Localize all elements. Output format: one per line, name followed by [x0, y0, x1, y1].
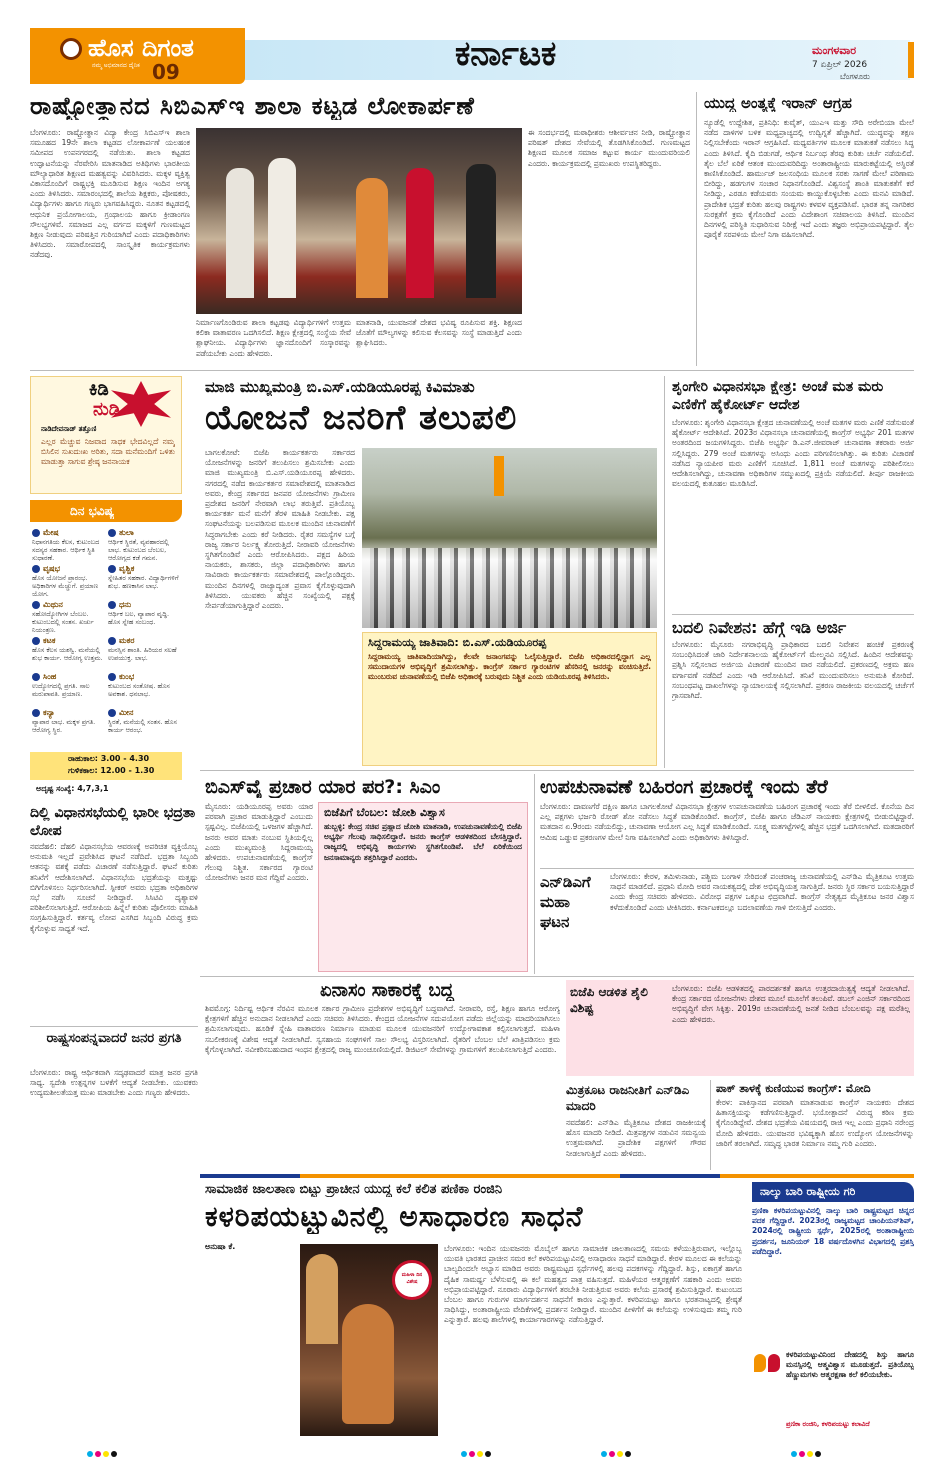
s2-body: ನ್ಯೂಡೆಲ್ಲಿ ಉದ್ದೇಶಿತ, ಪ್ರತಿನಿಧಿ: ಕುವೈತ್, ಯುಎಇ ಮತ್ತು ಸೌದಿ ಅರೇಬಿಯಾ ಮೇಲೆ ನಡೆದ ದಾಳಿಗಳ ಬಳಿಕ ಮಧ್ಯಪ್ರಾಚ್ಯದಲ್ಲಿ ಉದ್ವಿಗ್ನತೆ ಹೆಚ್ಚಾಗಿದೆ. ಯುದ್ಧವನ್ನು ತಕ್ಷಣ ನಿಲ್ಲಿಸಬೇಕೆಂದು ಇರಾನ್ ಆಗ್ರಹಿಸಿದೆ. ಮಧ್ಯವರ್ತಿಗಳ ಮೂಲಕ ಮಾತುಕತೆ ನಡೆಸಲು ಸಿದ್ಧ ಎಂದು ತಿಳಿಸಿದೆ. ಕೈದಿ ಬಿಡುಗಡೆ, ಆರ್ಥಿಕ ನಿರ್ಬಂಧ ತೆರವು ಕುರಿತು ಚರ್ಚೆ ನಡೆಯಲಿದೆ. ತೈಲ ಬೆಲೆ ಏರಿಕೆ ಆತಂಕ ಮುಂದುವರಿದಿದ್ದು ಅಂತಾರಾಷ್ಟ್ರೀಯ ಮಾರುಕಟ್ಟೆಯಲ್ಲಿ ಅಸ್ಥಿರತೆ ಕಾಣಿಸಿಕೊಂಡಿದೆ. ಹಾರ್ಮುಜ್ ಜಲಸಂಧಿಯ ಮೂಲಕ ಸರಕು ಸಾಗಣೆ ಮೇಲೆ ಪರಿಣಾಮ ಬೀರಿದ್ದು, ಹಡಗುಗಳ ಸಂಚಾರ ನಿಧಾನಗೊಂಡಿದೆ. ವಿಶ್ವಸಂಸ್ಥೆ ಶಾಂತಿ ಮಾತುಕತೆಗೆ ಕರೆ ನೀಡಿದ್ದು, ಎರಡೂ ಕಡೆಯವರು ಸಂಯಮ ಕಾಯ್ದುಕೊಳ್ಳಬೇಕು ಎಂದು ಮನವಿ ಮಾಡಿದೆ. ಪ್ರಾದೇಶಿಕ ಭದ್ರತೆ ಕುರಿತು ಹಲವು ರಾಷ್ಟ್ರಗಳು ಕಳವಳ ವ್ಯಕ್ತಪಡಿಸಿವೆ. ಭಾರತ ತನ್ನ ನಾಗರಿಕರ ಸುರಕ್ಷತೆಗೆ ಕ್ರಮ ಕೈಗೊಂಡಿದೆ ಎಂದು ವಿದೇಶಾಂಗ ಸಚಿವಾಲಯ ತಿಳಿಸಿದೆ. ಮುಂದಿನ ದಿನಗಳಲ್ಲಿ ಪರಿಸ್ಥಿತಿ ಸುಧಾರಿಸುವ ನಿರೀಕ್ಷೆ ಇದೆ ಎಂದು ತಜ್ಞರು ಅಭಿಪ್ರಾಯಪಟ್ಟಿದ್ದಾರೆ. ತೈಲ ಪೂರೈಕೆ ಸರಪಳಿಯ ಮೇಲೆ ನಿಗಾ ವಹಿಸಲಾಗಿದೆ. [704, 118, 914, 240]
s6-headline: ಬಿಎಸ್‌ವೈ ಪ್ರಚಾರ ಯಾರ ಪರ?: ಸಿಎಂ [205, 776, 441, 798]
horoscope-sign [108, 600, 180, 634]
gulika: ಗುಳಿಕಕಾಲ: 12.00 - 1.30 [68, 766, 155, 775]
issue-city: ಬೆಂಗಳೂರು [840, 72, 870, 81]
s3-kicker: ಮಾಜಿ ಮುಖ್ಯಮಂತ್ರಿ ಬಿ.ಎಸ್.ಯಡಿಯೂರಪ್ಪ ಕಿವಿಮಾತು [205, 378, 475, 396]
color-bar [620, 1174, 720, 1178]
sign-name: ಸಿಂಹ [43, 672, 57, 681]
sign-name: ತುಲಾ [119, 528, 134, 537]
s3-caption: ಸಿದ್ದರಾಮಯ್ಯ ಜಾತಿವಾದಿಯಾಗಿದ್ದು, ಕೆಲವೇ ಜನಾಂಗವನ್ನು ಓಲೈಸುತ್ತಿದ್ದಾರೆ. ಬಿಜೆಪಿ ಅಧಿಕಾರದಲ್ಲಿದ್ದಾಗ ಎಲ್ಲ ಸಮುದಾಯಗಳ ಅಭಿವೃದ್ಧಿಗೆ ಶ್ರಮಿಸಲಾಗಿತ್ತು. ಕಾಂಗ್ರೆಸ್ ಸರ್ಕಾರ ಗ್ಯಾರಂಟಿಗಳ ಹೆಸರಿನಲ್ಲಿ ಜನರನ್ನು ವಂಚಿಸುತ್ತಿದೆ. ಮುಂಬರುವ ಚುನಾವಣೆಯಲ್ಲಿ ಬಿಜೆಪಿ ಅಧಿಕಾರಕ್ಕೆ ಬರುವುದು ನಿಶ್ಚಿತ ಎಂದು ಯಡಿಯೂರಪ್ಪ ತಿಳಿಸಿದರು. [368, 652, 651, 682]
s8-body: ಬೆಂಗಳೂರು: ಕೇರಳ, ತಮಿಳುನಾಡು, ಪಶ್ಚಿಮ ಬಂಗಾಳ ಸೇರಿದಂತೆ ಪಂಚರಾಜ್ಯ ಚುನಾವಣೆಯಲ್ಲಿ ಎನ್‌ಡಿಎ ಮೈತ್ರಿಕೂಟ ಉತ್ತಮ ಸಾಧನೆ ಮಾಡಲಿದೆ. ಪ್ರಧಾನಿ ಮೋದಿ ಅವರ ನಾಯಕತ್ವದಲ್ಲಿ ದೇಶ ಅಭಿವೃದ್ಧಿಯತ್ತ ಸಾಗುತ್ತಿದೆ. ಜನರು ಸ್ಥಿರ ಸರ್ಕಾರ ಬಯಸುತ್ತಿದ್ದಾರೆ ಎಂದು ಕೇಂದ್ರ ಸಚಿವರು ಹೇಳಿದರು. ವಿರೋಧ ಪಕ್ಷಗಳ ಒಕ್ಕೂಟ ಛಿದ್ರವಾಗಿದೆ. ಕಾಂಗ್ರೆಸ್ ನೇತೃತ್ವದ ಮೈತ್ರಿಕೂಟ ಜನರ ವಿಶ್ವಾಸ ಕಳೆದುಕೊಂಡಿದೆ ಎಂದು ಟೀಕಿಸಿದರು. ಕರ್ನಾಟಕದಲ್ಲೂ ಬದಲಾವಣೆಯ ಗಾಳಿ ಬೀಸುತ್ತಿದೆ ಎಂದರು. [610, 872, 914, 912]
s6-box-body: ಹುಬ್ಬಳ್ಳಿ: ಕೇಂದ್ರ ಸಚಿವ ಪ್ರಹ್ಲಾದ ಜೋಶಿ ಮಾತನಾಡಿ, ಉಪಚುನಾವಣೆಯಲ್ಲಿ ಬಿಜೆಪಿ ಅಭ್ಯರ್ಥಿ ಗೆಲುವು ಸಾಧಿಸಲಿದ್ದಾರೆ. ಜನರು ಕಾಂಗ್ರೆಸ್ ಆಡಳಿತದಿಂದ ಬೇಸತ್ತಿದ್ದಾರೆ. ರಾಜ್ಯದಲ್ಲಿ ಅಭಿವೃದ್ಧಿ ಕಾರ್ಯಗಳು ಸ್ಥಗಿತಗೊಂಡಿವೆ. ಬೆಲೆ ಏರಿಕೆಯಿಂದ ಜನಸಾಮಾನ್ಯರು ತತ್ತರಿಸಿದ್ದಾರೆ ಎಂದರು. [324, 822, 522, 862]
horoscope-sign [32, 636, 104, 670]
sign-text: ಸ್ಥಿರತೆ, ಮನೆಯಲ್ಲಿ ಸಂತಸ. ಹೊಸ ಕಾರ್ಯ ಆರಂಭ. [108, 718, 177, 734]
sign-name: ಕುಂಭ [119, 672, 135, 681]
issue-day: ಮಂಗಳವಾರ [812, 44, 857, 57]
sign-name: ಕಟಕ [43, 636, 56, 645]
masthead [0, 0, 945, 88]
kidi-quote: ಎಲ್ಲರ ಮೆಚ್ಚುವ ನಿಜವಾದ ಸಾಧಕ ಭೇದವಿಲ್ಲದೆ ನಮ್ಮ ಬಿಸಿಲಿನ ಸುಖದುಃಖ ಅರಿತು, ಸದಾ ಮನೆಮಂದಿಗೆ ಒಳಿತು ಮಾಡುತ್ತಾ ಸಾಗುವ ಶ್ರೇಷ್ಠ ಜನನಾಯಕ [41, 437, 175, 467]
s1-headline: ರಾಷ್ಟ್ರೋತ್ಥಾನದ ಸಿಬಿಎಸ್‌ಇ ಶಾಲಾ ಕಟ್ಟಡ ಲೋಕಾರ್ಪಣೆ [30, 92, 475, 120]
horoscope-sign [32, 528, 104, 562]
masthead-accent [908, 42, 914, 78]
sign-icon [32, 565, 40, 573]
s6-body: ಮೈಸೂರು: ಯಡಿಯೂರಪ್ಪ ಅವರು ಯಾರ ಪರವಾಗಿ ಪ್ರಚಾರ ಮಾಡುತ್ತಿದ್ದಾರೆ ಎಂಬುದು ಸ್ಪಷ್ಟವಿಲ್ಲ. ಬಿಜೆಪಿಯಲ್ಲಿ ಒಳಜಗಳ ಹೆಚ್ಚಾಗಿದೆ. ಜನರು ಅವರ ಮಾತು ನಂಬುವ ಸ್ಥಿತಿಯಲ್ಲಿಲ್ಲ ಎಂದು ಮುಖ್ಯಮಂತ್ರಿ ಸಿದ್ದರಾಮಯ್ಯ ಹೇಳಿದರು. ಉಪಚುನಾವಣೆಯಲ್ಲಿ ಕಾಂಗ್ರೆಸ್ ಗೆಲುವು ನಿಶ್ಚಿತ. ಸರ್ಕಾರದ ಗ್ಯಾರಂಟಿ ಯೋಜನೆಗಳು ಜನರ ಮನ ಗೆದ್ದಿವೆ ಎಂದರು. [205, 802, 313, 883]
sign-icon [32, 601, 40, 609]
s11-body: ನವದೆಹಲಿ: ಎನ್‌ಡಿಎ ಮೈತ್ರಿಕೂಟ ದೇಶದ ರಾಜಕೀಯಕ್ಕೆ ಹೊಸ ಮಾದರಿ ನೀಡಿದೆ. ಮಿತ್ರಪಕ್ಷಗಳ ನಡುವಿನ ಸಮನ್ವಯ ಉತ್ತಮವಾಗಿದೆ. ಪ್ರಾದೇಶಿಕ ಪಕ್ಷಗಳಿಗೆ ಗೌರವ ನೀಡಲಾಗುತ್ತಿದೆ ಎಂದು ಹೇಳಿದರು. [566, 1118, 706, 1158]
quote-drop [754, 1354, 766, 1372]
s1-col4: ಈ ಸಂದರ್ಭದಲ್ಲಿ ಮಠಾಧೀಶರು ಆಶೀರ್ವಚನ ನೀಡಿ, ರಾಷ್ಟ್ರೋತ್ಥಾನ ಪರಿಷತ್ ದೇಶದ ಸೇವೆಯಲ್ಲಿ ತೊಡಗಿಸಿಕೊಂಡಿದೆ. ಗುಣಮಟ್ಟದ ಶಿಕ್ಷಣದ ಮೂಲಕ ಸಮಾಜ ಕಟ್ಟುವ ಕಾರ್ಯ ಮುಂದುವರಿಯಲಿ ಎಂದರು. ಕಾರ್ಯಕ್ರಮದಲ್ಲಿ ಪ್ರಮುಖರು ಉಪಸ್ಥಿತರಿದ್ದರು. [528, 128, 690, 168]
s13-body: ನವದೆಹಲಿ: ದೆಹಲಿ ವಿಧಾನಸಭೆಯ ಆವರಣಕ್ಕೆ ಅಪರಿಚಿತ ವ್ಯಕ್ತಿಯೊಬ್ಬ ಅನುಮತಿ ಇಲ್ಲದೆ ಪ್ರವೇಶಿಸಿದ ಘಟನೆ ನಡೆದಿದೆ. ಭದ್ರತಾ ಸಿಬ್ಬಂದಿ ಆತನನ್ನು ವಶಕ್ಕೆ ಪಡೆದು ವಿಚಾರಣೆ ನಡೆಸುತ್ತಿದ್ದಾರೆ. ಘಟನೆ ಕುರಿತು ತನಿಖೆಗೆ ಆದೇಶಿಸಲಾಗಿದೆ. ವಿಧಾನಸಭೆಯ ಭದ್ರತೆಯನ್ನು ಮತ್ತಷ್ಟು ಬಿಗಿಗೊಳಿಸಲು ನಿರ್ಧರಿಸಲಾಗಿದೆ. ಸ್ಪೀಕರ್ ಅವರು ಭದ್ರತಾ ಅಧಿಕಾರಿಗಳ ಸಭೆ ನಡೆಸಿ ಸೂಚನೆ ನೀಡಿದ್ದಾರೆ. ಸಿಸಿಟಿವಿ ದೃಶ್ಯಾವಳಿ ಪರಿಶೀಲಿಸಲಾಗುತ್ತಿದೆ. ಆರೋಪಿಯ ಹಿನ್ನೆಲೆ ಕುರಿತು ಪೊಲೀಸರು ಮಾಹಿತಿ ಸಂಗ್ರಹಿಸುತ್ತಿದ್ದಾರೆ. ಕರ್ತವ್ಯ ಲೋಪ ಎಸಗಿದ ಸಿಬ್ಬಂದಿ ವಿರುದ್ಧ ಕ್ರಮ ಕೈಗೊಳ್ಳುವ ಸಾಧ್ಯತೆ ಇದೆ. [30, 842, 198, 933]
bhavishya-title: ದಿನ ಭವಿಷ್ಯ [70, 504, 115, 518]
s8-headline: ಎನ್‌ಡಿಎಗೆ ಮಹಾ ಘಟನ [540, 873, 591, 931]
print-marks [790, 1442, 822, 1460]
sign-name: ಕನ್ಯಾ [43, 708, 55, 717]
lucky-number: ಅದೃಷ್ಟ ಸಂಖ್ಯೆ: 4,7,3,1 [36, 784, 109, 793]
sign-icon [108, 637, 116, 645]
s3-body: ಬಾಗಲಕೋಟೆ: ಬಿಜೆಪಿ ಕಾರ್ಯಕರ್ತರು ಸರ್ಕಾರದ ಯೋಜನೆಗಳನ್ನು ಜನರಿಗೆ ತಲುಪಿಸಲು ಶ್ರಮಿಸಬೇಕು ಎಂದು ಮಾಜಿ ಮುಖ್ಯಮಂತ್ರಿ ಬಿ.ಎಸ್.ಯಡಿಯೂರಪ್ಪ ಹೇಳಿದರು. ನಗರದಲ್ಲಿ ನಡೆದ ಕಾರ್ಯಕರ್ತರ ಸಮಾವೇಶದಲ್ಲಿ ಮಾತನಾಡಿದ ಅವರು, ಕೇಂದ್ರ ಸರ್ಕಾರದ ಜನಪರ ಯೋಜನೆಗಳು ಗ್ರಾಮೀಣ ಪ್ರದೇಶದ ಜನರಿಗೆ ನೇರವಾಗಿ ಲಾಭ ತರುತ್ತಿವೆ. ಪ್ರತಿಯೊಬ್ಬ ಕಾರ್ಯಕರ್ತ ಮನೆ ಮನೆಗೆ ತೆರಳಿ ಮಾಹಿತಿ ನೀಡಬೇಕು. ಪಕ್ಷ ಸಂಘಟನೆಯನ್ನು ಬಲಪಡಿಸುವ ಮೂಲಕ ಮುಂದಿನ ಚುನಾವಣೆಗೆ ಸಿದ್ಧರಾಗಬೇಕು ಎಂದು ಕರೆ ನೀಡಿದರು. ರೈತರ ಸಮಸ್ಯೆಗಳ ಬಗ್ಗೆ ರಾಜ್ಯ ಸರ್ಕಾರ ನಿರ್ಲಕ್ಷ್ಯ ತೋರುತ್ತಿದೆ. ನೀರಾವರಿ ಯೋಜನೆಗಳು ಸ್ಥಗಿತಗೊಂಡಿವೆ ಎಂದು ಆರೋಪಿಸಿದರು. ಪಕ್ಷದ ಹಿರಿಯ ನಾಯಕರು, ಶಾಸಕರು, ಜಿಲ್ಲಾ ಪದಾಧಿಕಾರಿಗಳು ಹಾಗೂ ಸಾವಿರಾರು ಕಾರ್ಯಕರ್ತರು ಸಮಾವೇಶದಲ್ಲಿ ಪಾಲ್ಗೊಂಡಿದ್ದರು. ಮುಂದಿನ ದಿನಗಳಲ್ಲಿ ರಾಜ್ಯಾದ್ಯಂತ ಪ್ರವಾಸ ಕೈಗೊಳ್ಳುವುದಾಗಿ ತಿಳಿಸಿದರು. ಯುವಕರು ಹೆಚ್ಚಿನ ಸಂಖ್ಯೆಯಲ್ಲಿ ಪಕ್ಷಕ್ಕೆ ಸೇರ್ಪಡೆಯಾಗುತ್ತಿದ್ದಾರೆ ಎಂದರು. [205, 448, 355, 611]
horoscope-sign [108, 564, 180, 598]
logo-icon [60, 38, 82, 60]
s3-photo [362, 448, 657, 628]
bhavishya-box [30, 500, 182, 780]
s1-photo-person [356, 178, 388, 298]
divider [534, 774, 535, 974]
s1-photo [196, 128, 522, 314]
sign-icon [32, 709, 40, 717]
s1-col1: ಬೆಂಗಳೂರು: ರಾಷ್ಟ್ರೋತ್ಥಾನ ವಿದ್ಯಾ ಕೇಂದ್ರ ಸಿಬಿಎಸ್‌ಇ ಶಾಲಾ ಸಮೂಹದ 19ನೇ ಶಾಲಾ ಕಟ್ಟಡದ ಲೋಕಾರ್ಪಣೆ ಯಲಹಂಕ ಸಮೀಪದ ಉಪನಗರದಲ್ಲಿ ನಡೆಯಿತು. ಶಾಲಾ ಕಟ್ಟಡದ ಉದ್ಘಾಟನೆಯನ್ನು ನೆರವೇರಿಸಿ ಮಾತನಾಡಿದ ಅತಿಥಿಗಳು ಭಾರತೀಯ ಮೌಲ್ಯಾಧಾರಿತ ಶಿಕ್ಷಣದ ಮಹತ್ವವನ್ನು ವಿವರಿಸಿದರು. ಮಕ್ಕಳ ವ್ಯಕ್ತಿತ್ವ ವಿಕಾಸದೊಂದಿಗೆ ರಾಷ್ಟ್ರಭಕ್ತಿ ಮೂಡಿಸುವ ಶಿಕ್ಷಣ ಇಂದಿನ ಅಗತ್ಯ ಎಂದು ತಿಳಿಸಿದರು. ಸಮಾರಂಭದಲ್ಲಿ ಶಾಲೆಯ ಶಿಕ್ಷಕರು, ಪೋಷಕರು, ವಿದ್ಯಾರ್ಥಿಗಳು ಹಾಗೂ ಗಣ್ಯರು ಭಾಗವಹಿಸಿದ್ದರು. ನೂತನ ಕಟ್ಟಡದಲ್ಲಿ ಆಧುನಿಕ ಪ್ರಯೋಗಾಲಯ, ಗ್ರಂಥಾಲಯ ಹಾಗೂ ಕ್ರೀಡಾಂಗಣ ಸೌಲಭ್ಯಗಳಿವೆ. ಸಮಾಜದ ಎಲ್ಲ ವರ್ಗದ ಮಕ್ಕಳಿಗೆ ಗುಣಮಟ್ಟದ ಶಿಕ್ಷಣ ನೀಡುವುದು ಪರಿಷತ್ತಿನ ಗುರಿಯಾಗಿದೆ ಎಂದು ಪದಾಧಿಕಾರಿಗಳು ತಿಳಿಸಿದರು. ಸಮಾರೋಪದಲ್ಲಿ ಸಾಂಸ್ಕೃತಿಕ ಕಾರ್ಯಕ್ರಮಗಳು ನಡೆದವು. [30, 128, 190, 260]
sign-name: ಮಕರ [119, 636, 135, 645]
sign-icon [108, 709, 116, 717]
s13-headline: ದಿಲ್ಲಿ ವಿಧಾನಸಭೆಯಲ್ಲಿ ಭಾರೀ ಭದ್ರತಾ ಲೋಪ [30, 805, 196, 839]
s7-body: ಬೆಂಗಳೂರು: ದಾವಣಗೆರೆ ದಕ್ಷಿಣ ಹಾಗೂ ಬಾಗಲಕೋಟೆ ವಿಧಾನಸಭಾ ಕ್ಷೇತ್ರಗಳ ಉಪಚುನಾವಣೆಯ ಬಹಿರಂಗ ಪ್ರಚಾರಕ್ಕೆ ಇಂದು ತೆರೆ ಬೀಳಲಿದೆ. ಕೊನೆಯ ದಿನ ಎಲ್ಲ ಪಕ್ಷಗಳು ಭರ್ಜರಿ ರೋಡ್ ಶೋ ನಡೆಸಲು ಸಿದ್ಧತೆ ಮಾಡಿಕೊಂಡಿವೆ. ಕಾಂಗ್ರೆಸ್, ಬಿಜೆಪಿ ಹಾಗೂ ಜೆಡಿಎಸ್ ನಾಯಕರು ಕ್ಷೇತ್ರಗಳಲ್ಲಿ ಬೀಡುಬಿಟ್ಟಿದ್ದಾರೆ. ಮತದಾನ ಏ.9ರಂದು ನಡೆಯಲಿದ್ದು, ಚುನಾವಣಾ ಆಯೋಗ ಎಲ್ಲ ಸಿದ್ಧತೆ ಮಾಡಿಕೊಂಡಿದೆ. ಸೂಕ್ಷ್ಮ ಮತಗಟ್ಟೆಗಳಲ್ಲಿ ಹೆಚ್ಚಿನ ಭದ್ರತೆ ಒದಗಿಸಲಾಗಿದೆ. ಮತದಾರರಿಗೆ ಆಮಿಷ ಒಡ್ಡುವ ಪ್ರಕರಣಗಳ ಮೇಲೆ ನಿಗಾ ವಹಿಸಲಾಗಿದೆ ಎಂದು ಅಧಿಕಾರಿಗಳು ತಿಳಿಸಿದ್ದಾರೆ. [540, 802, 914, 842]
color-bar [720, 1174, 914, 1178]
section-title: ಕರ್ನಾಟಕ [455, 34, 557, 74]
s7-headline: ಉಪಚುನಾವಣೆ ಬಹಿರಂಗ ಪ್ರಚಾರಕ್ಕೆ ಇಂದು ತೆರೆ [540, 776, 828, 798]
horoscope-sign [108, 708, 180, 742]
sign-name: ಮೇಷ [43, 528, 59, 537]
s15-badge-text: ಮಹಿಳಾ ದಿನ ವಿಶೇಷ [401, 1272, 423, 1285]
divider [672, 614, 914, 615]
s16-body: ಪ್ರಣಿಕಾ ಕಳರಿಪಯಟ್ಟುವಿನಲ್ಲಿ ನಾಲ್ಕು ಬಾರಿ ರಾಷ್ಟ್ರಮಟ್ಟದ ಚಿನ್ನದ ಪದಕ ಗೆದ್ದಿದ್ದಾರೆ. 2023ರಲ್ಲಿ ರಾಜ್ಯಮಟ್ಟದ ಚಾಂಪಿಯನ್‌ಶಿಪ್, 2024ರಲ್ಲಿ ರಾಷ್ಟ್ರೀಯ ಸ್ಪರ್ಧೆ, 2025ರಲ್ಲಿ ಅಂತಾರಾಷ್ಟ್ರೀಯ ಪ್ರದರ್ಶನ, ಜೂನಿಯರ್ 18 ವರ್ಷದೊಳಗಿನ ವಿಭಾಗದಲ್ಲಿ ಪ್ರಶಸ್ತಿ ಪಡೆದಿದ್ದಾರೆ. [752, 1206, 914, 1256]
s1-photo-person [226, 168, 254, 298]
s4-headline: ಶೃಂಗೇರಿ ವಿಧಾನಸಭಾ ಕ್ಷೇತ್ರ: ಅಂಚೆ ಮತ ಮರು ಎಣಿಕೆಗೆ ಹೈಕೋರ್ಟ್ ಆದೇಶ [672, 379, 884, 413]
kidi-box [30, 376, 182, 494]
s15-photo-statue [306, 1254, 338, 1344]
quote-drop [768, 1354, 780, 1372]
sign-text: ಆರ್ಥಿಕ ಬಲ, ವ್ಯಾಪಾರ ವೃದ್ಧಿ. ಹೊಸ ಸ್ನೇಹ ಸಂಬಂಧ. [108, 610, 170, 626]
s10-body: ಬೆಂಗಳೂರು: ಬಿಜೆಪಿ ಆಡಳಿತದಲ್ಲಿ ಪಾರದರ್ಶಕತೆ ಹಾಗೂ ಉತ್ತರದಾಯಿತ್ವಕ್ಕೆ ಆದ್ಯತೆ ನೀಡಲಾಗಿದೆ. ಕೇಂದ್ರ ಸರ್ಕಾರದ ಯೋಜನೆಗಳು ದೇಶದ ಮೂಲೆ ಮೂಲೆಗೆ ತಲುಪಿವೆ. ಡಬಲ್ ಎಂಜಿನ್ ಸರ್ಕಾರದಿಂದ ಅಭಿವೃದ್ಧಿಗೆ ವೇಗ ಸಿಕ್ಕಿತ್ತು. 2019ರ ಚುನಾವಣೆಯಲ್ಲಿ ಜನತೆ ನೀಡಿದ ಬೆಂಬಲವನ್ನು ಪಕ್ಷ ಮರೆತಿಲ್ಲ ಎಂದು ಹೇಳಿದರು. [672, 984, 910, 1024]
s10-headline: ಬಿಜೆಪಿ ಆಡಳಿತ ಶೈಲಿ ವಿಶಿಷ್ಟ [570, 985, 648, 1015]
s2-headline: ಯುದ್ಧ ಅಂತ್ಯಕ್ಕೆ ಇರಾನ್ ಆಗ್ರಹ [704, 94, 852, 112]
sign-text: ನಿಧಾನಗತಿಯ ಕೆಲಸ, ಕುಟುಂಬದ ಸದಸ್ಯರ ಸಹಕಾರ. ಆರ್ಥಿಕ ಸ್ಥಿತಿ ಸುಧಾರಣೆ. [32, 538, 100, 562]
kidi-author: ನಾಡಿದೇವನಾಡ್ ತತ್ತೊಣಿ [41, 425, 97, 433]
s3-photo-crowd [362, 548, 657, 628]
logo-tagline: ನಮ್ಮ ಅಭಿಮಾನದ ದೈನಿಕ [92, 62, 140, 69]
sign-text: ಕುಟುಂಬದ ಸಂತೋಷ. ಹೊಸ ಅವಕಾಶ. ಧನಲಾಭ. [108, 682, 170, 698]
divider [710, 1080, 711, 1170]
s1-photo-person [268, 158, 296, 298]
divider [200, 770, 914, 771]
sign-icon [32, 529, 40, 537]
s15-body-a [205, 1256, 295, 1436]
s15-headline: ಕಳರಿಪಯಟ್ಟುವಿನಲ್ಲಿ ಅಸಾಧಾರಣ ಸಾಧನೆ [205, 1200, 584, 1233]
issue-date: 7 ಏಪ್ರಿಲ್ 2026 [812, 60, 868, 70]
s12-headline: ಪಾಕ್ ತಾಳಕ್ಕೆ ಕುಣಿಯುವ ಕಾಂಗ್ರೆಸ್: ಮೋದಿ [716, 1082, 871, 1095]
page-number: 09 [152, 60, 180, 84]
horoscope-sign [32, 564, 104, 598]
divider [30, 370, 914, 371]
horoscope-sign [108, 528, 180, 562]
s12-body: ಕೇರಳ: ಪಾಕಿಸ್ತಾನದ ಪರವಾಗಿ ಮಾತನಾಡುವ ಕಾಂಗ್ರೆಸ್ ನಾಯಕರು ದೇಶದ ಹಿತಾಸಕ್ತಿಯನ್ನು ಕಡೆಗಣಿಸುತ್ತಿದ್ದಾರೆ. ಭಯೋತ್ಪಾದನೆ ವಿರುದ್ಧ ಕಠಿಣ ಕ್ರಮ ಕೈಗೊಂಡಿದ್ದೇವೆ. ದೇಶದ ಭದ್ರತೆಯ ವಿಷಯದಲ್ಲಿ ರಾಜಿ ಇಲ್ಲ ಎಂದು ಪ್ರಧಾನಿ ನರೇಂದ್ರ ಮೋದಿ ಹೇಳಿದರು. ಯುವಜನರ ಭವಿಷ್ಯಕ್ಕಾಗಿ ಹೊಸ ಉದ್ಯೋಗ ಯೋಜನೆಗಳನ್ನು ಜಾರಿಗೆ ತರಲಾಗಿದೆ. ಸಮೃದ್ಧ ಭಾರತ ನಿರ್ಮಾಣ ನಮ್ಮ ಗುರಿ ಎಂದರು. [716, 1098, 914, 1148]
sign-name: ವೃಶ್ಚಿಕ [119, 564, 135, 573]
sign-text: ಸಹೋದ್ಯೋಗಿಗಳ ಬೆಂಬಲ. ಕುಟುಂಬದಲ್ಲಿ ಸಂತಸ. ಖರ್ಚು ನಿಯಂತ್ರಣ. [32, 610, 94, 634]
s1-photo-person [406, 168, 434, 298]
s9-body: ಶಿವಮೊಗ್ಗ: ನಿರ್ದಿಷ್ಟ ಆರ್ಥಿಕ ನೆರವಿನ ಮೂಲಕ ಸರ್ಕಾರ ಗ್ರಾಮೀಣ ಪ್ರದೇಶಗಳ ಅಭಿವೃದ್ಧಿಗೆ ಬದ್ಧವಾಗಿದೆ. ನೀರಾವರಿ, ರಸ್ತೆ, ಶಿಕ್ಷಣ ಹಾಗೂ ಆರೋಗ್ಯ ಕ್ಷೇತ್ರಗಳಿಗೆ ಹೆಚ್ಚಿನ ಅನುದಾನ ನೀಡಲಾಗಿದೆ ಎಂದು ಸಚಿವರು ತಿಳಿಸಿದರು. ಕೇಂದ್ರದ ಯೋಜನೆಗಳ ಸದುಪಯೋಗ ಪಡೆದು ಜಿಲ್ಲೆಯನ್ನು ಮಾದರಿಯಾಗಿಸಲು ಶ್ರಮಿಸಲಾಗುವುದು. ಹೂಡಿಕೆ ಸ್ನೇಹಿ ವಾತಾವರಣ ನಿರ್ಮಾಣ ಮಾಡುವ ಮೂಲಕ ಯುವಜನರಿಗೆ ಉದ್ಯೋಗಾವಕಾಶ ಕಲ್ಪಿಸಲಾಗುತ್ತದೆ. ಮಹಿಳಾ ಸಬಲೀಕರಣಕ್ಕೆ ವಿಶೇಷ ಆದ್ಯತೆ ನೀಡಲಾಗಿದೆ. ಸ್ವಸಹಾಯ ಸಂಘಗಳಿಗೆ ಸಾಲ ಸೌಲಭ್ಯ ವಿಸ್ತರಿಸಲಾಗಿದೆ. ರೈತರಿಗೆ ಬೆಂಬಲ ಬೆಲೆ ಖಾತ್ರಿಪಡಿಸಲು ಕ್ರಮ ಕೈಗೊಳ್ಳಲಾಗಿದೆ. ನವೀಕರಿಸಬಹುದಾದ ಇಂಧನ ಕ್ಷೇತ್ರದಲ್ಲಿ ರಾಜ್ಯ ಮುಂಚೂಣಿಯಲ್ಲಿದೆ. ಡಿಜಿಟಲ್ ಸೇವೆಗಳನ್ನು ಗ್ರಾಮಗಳಿಗೆ ತಲುಪಿಸಲಾಗುತ್ತಿದೆ ಎಂದರು. [205, 1004, 560, 1054]
print-marks [86, 1442, 118, 1460]
sign-name: ಮೀನ [119, 708, 134, 717]
s5-body: ಬೆಂಗಳೂರು: ಮೈಸೂರು ನಗರಾಭಿವೃದ್ಧಿ ಪ್ರಾಧಿಕಾರದ ಬದಲಿ ನಿವೇಶನ ಹಂಚಿಕೆ ಪ್ರಕರಣಕ್ಕೆ ಸಂಬಂಧಿಸಿದಂತೆ ಜಾರಿ ನಿರ್ದೇಶನಾಲಯ ಹೈಕೋರ್ಟ್‌ಗೆ ಮೇಲ್ಮನವಿ ಸಲ್ಲಿಸಿದೆ. ಹಿಂದಿನ ಆದೇಶವನ್ನು ಪ್ರಶ್ನಿಸಿ ಸಲ್ಲಿಸಲಾದ ಅರ್ಜಿಯ ವಿಚಾರಣೆ ಮುಂದಿನ ವಾರ ನಡೆಯಲಿದೆ. ಪ್ರಕರಣದಲ್ಲಿ ಅಕ್ರಮ ಹಣ ವರ್ಗಾವಣೆ ನಡೆದಿದೆ ಎಂದು ಇಡಿ ಆರೋಪಿಸಿದೆ. ತನಿಖೆ ಮುಂದುವರಿಸಲು ಅನುಮತಿ ಕೋರಿದೆ. ಸಂಬಂಧಪಟ್ಟ ದಾಖಲೆಗಳನ್ನು ನ್ಯಾಯಾಲಯಕ್ಕೆ ಸಲ್ಲಿಸಲಾಗಿದೆ. ಪ್ರಕರಣ ರಾಜಕೀಯ ವಲಯದಲ್ಲಿ ಚರ್ಚೆಗೆ ಗ್ರಾಸವಾಗಿದೆ. [672, 640, 914, 701]
sign-icon [108, 673, 116, 681]
sign-text: ವ್ಯಾಪಾರ ಲಾಭ. ಮಕ್ಕಳ ಪ್ರಗತಿ. ಆರೋಗ್ಯ ಸ್ಥಿರ. [32, 718, 96, 734]
divider [200, 976, 914, 977]
sign-icon [108, 565, 116, 573]
horoscope-sign [108, 636, 180, 670]
sign-text: ಹೊಸ ಯೋಜನೆ ಪ್ರಾರಂಭ. ಅಧಿಕಾರಿಗಳ ಮೆಚ್ಚುಗೆ. ಪ್ರಯಾಣ ಯೋಗ. [32, 574, 99, 598]
sign-text: ಹೊಸ ಕೆಲಸ ಯಶಸ್ವಿ. ಮನೆಯಲ್ಲಿ ಶುಭ ಕಾರ್ಯ. ಆರೋಗ್ಯ ಉತ್ತಮ. [32, 646, 103, 662]
horoscope-sign [32, 708, 104, 742]
s1-col3: ಮಾತನಾಡಿ, ಯುವಜನತೆ ದೇಶದ ಭವಿಷ್ಯ ರೂಪಿಸುವ ಶಕ್ತಿ. ಶಿಕ್ಷಣದ ಜೊತೆಗೆ ಮೌಲ್ಯಗಳನ್ನು ಕಲಿಸುವ ಕೆಲಸವನ್ನು ಸಂಸ್ಥೆ ಮಾಡುತ್ತಿದೆ ಎಂದು ಶ್ಲಾಘಿಸಿದರು. [356, 318, 522, 348]
divider [30, 1026, 198, 1027]
divider [696, 92, 697, 366]
sign-text: ಮನಸ್ಸಿನ ಶಾಂತಿ. ಹಿರಿಯರ ಸಲಹೆ ಉಪಯುಕ್ತ. ಲಾಭ. [108, 646, 177, 662]
rahukala: ರಾಹುಕಾಲ: 3.00 - 4.30 [68, 754, 150, 763]
s4-body: ಬೆಂಗಳೂರು: ಶೃಂಗೇರಿ ವಿಧಾನಸಭಾ ಕ್ಷೇತ್ರದ ಚುನಾವಣೆಯಲ್ಲಿ ಅಂಚೆ ಮತಗಳ ಮರು ಎಣಿಕೆ ನಡೆಸುವಂತೆ ಹೈಕೋರ್ಟ್ ಆದೇಶಿಸಿದೆ. 2023ರ ವಿಧಾನಸಭಾ ಚುನಾವಣೆಯಲ್ಲಿ ಕಾಂಗ್ರೆಸ್ ಅಭ್ಯರ್ಥಿ 201 ಮತಗಳ ಅಂತರದಿಂದ ಜಯಗಳಿಸಿದ್ದರು. ಬಿಜೆಪಿ ಅಭ್ಯರ್ಥಿ ಡಿ.ಎನ್.ಜೀವರಾಜ್ ಚುನಾವಣಾ ತಕರಾರು ಅರ್ಜಿ ಸಲ್ಲಿಸಿದ್ದರು. 279 ಅಂಚೆ ಮತಗಳನ್ನು ಅಸಿಂಧು ಎಂದು ಪರಿಗಣಿಸಲಾಗಿತ್ತು. ಈ ಕುರಿತು ವಿಚಾರಣೆ ನಡೆಸಿದ ನ್ಯಾಯಪೀಠ ಮರು ಎಣಿಕೆಗೆ ಸೂಚಿಸಿದೆ. 1,811 ಅಂಚೆ ಮತಗಳನ್ನು ಪರಿಶೀಲಿಸಲು ಆದೇಶಿಸಲಾಗಿದ್ದು, ಚುನಾವಣಾ ಅಧಿಕಾರಿಗಳ ಸಮ್ಮುಖದಲ್ಲಿ ಪ್ರಕ್ರಿಯೆ ನಡೆಯಲಿದೆ. ತೀರ್ಪು ರಾಜಕೀಯ ವಲಯದಲ್ಲಿ ಕುತೂಹಲ ಮೂಡಿಸಿದೆ. [672, 418, 914, 489]
s15-body: ಬೆಂಗಳೂರು: ಇಂದಿನ ಯುವಜನರು ಮೊಬೈಲ್ ಹಾಗೂ ಸಾಮಾಜಿಕ ಜಾಲತಾಣದಲ್ಲಿ ಸಮಯ ಕಳೆಯುತ್ತಿರುವಾಗ, ಇಲ್ಲೊಬ್ಬ ಯುವತಿ ಭಾರತದ ಪ್ರಾಚೀನ ಸಮರ ಕಲೆ ಕಳರಿಪಯಟ್ಟುವಿನಲ್ಲಿ ಅಸಾಧಾರಣ ಸಾಧನೆ ಮಾಡಿದ್ದಾರೆ. ಕೇರಳ ಮೂಲದ ಈ ಕಲೆಯನ್ನು ಬಾಲ್ಯದಿಂದಲೇ ಅಭ್ಯಾಸ ಮಾಡಿದ ಅವರು ರಾಷ್ಟ್ರಮಟ್ಟದ ಸ್ಪರ್ಧೆಗಳಲ್ಲಿ ಹಲವು ಪದಕಗಳನ್ನು ಗೆದ್ದಿದ್ದಾರೆ. ಶಿಸ್ತು, ಏಕಾಗ್ರತೆ ಹಾಗೂ ದೈಹಿಕ ಸಾಮರ್ಥ್ಯ ಬೆಳೆಸುವಲ್ಲಿ ಈ ಕಲೆ ಮಹತ್ವದ ಪಾತ್ರ ವಹಿಸುತ್ತದೆ. ಮಹಿಳೆಯರ ಆತ್ಮರಕ್ಷಣೆಗೆ ಸಹಕಾರಿ ಎಂದು ಅವರು ಅಭಿಪ್ರಾಯಪಟ್ಟಿದ್ದಾರೆ. ನೂರಾರು ವಿದ್ಯಾರ್ಥಿಗಳಿಗೆ ತರಬೇತಿ ನೀಡುತ್ತಿರುವ ಅವರು ಕಲೆಯ ಪ್ರಸಾರಕ್ಕೆ ಶ್ರಮಿಸುತ್ತಿದ್ದಾರೆ. ಕುಟುಂಬದ ಬೆಂಬಲ ಹಾಗೂ ಗುರುಗಳ ಮಾರ್ಗದರ್ಶನ ಸಾಧನೆಗೆ ಕಾರಣ ಎನ್ನುತ್ತಾರೆ. ಕಳರಿಪಯಟ್ಟು ಹಾಗೂ ಭರತನಾಟ್ಯದಲ್ಲಿ ಶ್ರೇಷ್ಠತೆ ಸಾಧಿಸಿದ್ದು, ಅಂತಾರಾಷ್ಟ್ರೀಯ ವೇದಿಕೆಗಳಲ್ಲಿ ಪ್ರದರ್ಶನ ನೀಡಿದ್ದಾರೆ. ಮುಂದಿನ ಪೀಳಿಗೆಗೆ ಈ ಕಲೆಯನ್ನು ಉಳಿಸುವುದು ತಮ್ಮ ಗುರಿ ಎನ್ನುತ್ತಾರೆ. ಹಲವು ಶಾಲೆಗಳಲ್ಲಿ ಕಾರ್ಯಾಗಾರಗಳನ್ನು ನಡೆಸುತ್ತಿದ್ದಾರೆ. [444, 1244, 742, 1325]
sign-name: ವೃಷಭ [43, 564, 60, 573]
sign-name: ಧನು [119, 600, 132, 609]
s14-body: ಬೆಂಗಳೂರು: ರಾಷ್ಟ್ರ ಆರ್ಥಿಕವಾಗಿ ಸದೃಢವಾದರೆ ಮಾತ್ರ ಜನರ ಪ್ರಗತಿ ಸಾಧ್ಯ. ಸ್ವದೇಶಿ ಉತ್ಪನ್ನಗಳ ಬಳಕೆಗೆ ಆದ್ಯತೆ ನೀಡಬೇಕು. ಯುವಕರು ಉದ್ಯಮಶೀಲತೆಯತ್ತ ಮುಖ ಮಾಡಬೇಕು ಎಂದು ಗಣ್ಯರು ಹೇಳಿದರು. [30, 1068, 198, 1098]
sign-text: ಆರ್ಥಿಕ ಸ್ಥಿರತೆ, ವ್ಯವಹಾರದಲ್ಲಿ ಲಾಭ. ಕುಟುಂಬದ ಬೆಂಬಲ, ಆರೋಗ್ಯದ ಕಡೆ ಗಮನ. [108, 538, 169, 562]
s16-title: ನಾಲ್ಕು ಬಾರಿ ರಾಷ್ಟ್ರೀಯ ಗರಿ [760, 1185, 856, 1198]
horoscope-sign [108, 672, 180, 706]
logo-text: ಹೊಸ ದಿಗಂತ [88, 34, 194, 62]
s16-quote-by: ಪ್ರಣಿಕಾ ರಂಜಿನಿ, ಕಳರಿಪಯಟ್ಟು ಕಲಾವಿದೆ [786, 1420, 870, 1428]
s16-quote: ಕಳರಿಪಯಟ್ಟುವಿನಿಂದ ದೇಹದಲ್ಲಿ ಶಿಸ್ತು ಹಾಗೂ ಮನಸ್ಸಿನಲ್ಲಿ ಆತ್ಮವಿಶ್ವಾಸ ಮೂಡುತ್ತದೆ. ಪ್ರತಿಯೊಬ್ಬ ಹೆಣ್ಣುಮಗಳು ಆತ್ಮರಕ್ಷಣಾ ಕಲೆ ಕಲಿಯಬೇಕು. [786, 1350, 914, 1380]
print-marks [600, 1442, 632, 1460]
divider [664, 376, 665, 768]
horoscope-sign [32, 600, 104, 634]
divider [540, 868, 914, 869]
s15-kicker: ಸಾಮಾಜಿಕ ಜಾಲತಾಣ ಬಿಟ್ಟು ಪ್ರಾಚೀನ ಯುದ್ಧ ಕಲೆ ಕಲಿತ ಪಣಿಕಾ ರಂಜಿನಿ [205, 1182, 503, 1197]
s10-body-ext [570, 1020, 668, 1072]
s15-photo-figure [342, 1304, 394, 1424]
sign-text: ಉದ್ಯೋಗದಲ್ಲಿ ಪ್ರಗತಿ. ಸಾಲ ಮರುಪಾವತಿ. ಪ್ರಯಾಣ. [32, 682, 90, 698]
s3-caption-title: ಸಿದ್ದರಾಮಯ್ಯ ಜಾತಿವಾದಿ: ಬಿ.ಎಸ್.ಯಡಿಯೂರಪ್ಪ [368, 636, 547, 649]
s9-headline: ಏನಾಸಂ ಸಾಕಾರಕ್ಕೆ ಬದ್ಧ [320, 980, 454, 1001]
horoscope-sign [32, 672, 104, 706]
sign-text: ಸ್ನೇಹಿತರ ಸಹಕಾರ. ವಿದ್ಯಾರ್ಥಿಗಳಿಗೆ ಶುಭ. ಹಣಕಾಸಿನ ಲಾಭ. [108, 574, 179, 590]
sign-icon [108, 601, 116, 609]
s5-headline: ಬದಲಿ ನಿವೇಶನ: ಹೆಗ್ಗೆ ಇಡಿ ಅರ್ಜಿ [672, 618, 847, 637]
kidi-title: ಕಿಡಿ [89, 379, 109, 400]
sign-icon [32, 673, 40, 681]
s15-author: ಅನುಷಾ ಕೆ. [205, 1242, 236, 1251]
sign-icon [108, 529, 116, 537]
bhavishya-grid [30, 528, 182, 748]
s1-col2: ನಿರ್ಮಾಣಗೊಂಡಿರುವ ಶಾಲಾ ಕಟ್ಟಡವು ವಿದ್ಯಾರ್ಥಿಗಳಿಗೆ ಉತ್ತಮ ಕಲಿಕಾ ವಾತಾವರಣ ಒದಗಿಸಲಿದೆ. ಶಿಕ್ಷಣ ಕ್ಷೇತ್ರದಲ್ಲಿ ಸಂಸ್ಥೆಯ ಸೇವೆ ಶ್ಲಾಘನೀಯ. ವಿದ್ಯಾರ್ಥಿಗಳು ಜ್ಞಾನದೊಂದಿಗೆ ಸಂಸ್ಕಾರವನ್ನು ಪಡೆಯಬೇಕು ಎಂದು ಹೇಳಿದರು. [196, 318, 351, 358]
kidi-sub: ನುಡಿ [93, 399, 121, 420]
s6-box-title: ಬಿಜೆಪಿಗೆ ಬೆಂಬಲ: ಜೋಶಿ ವಿಶ್ವಾಸ [324, 806, 445, 819]
color-bar [300, 1174, 620, 1178]
print-marks [460, 1442, 492, 1460]
sign-name: ಮಿಥುನ [43, 600, 63, 609]
color-bar [200, 1174, 300, 1178]
s16-quote-mark [754, 1354, 782, 1378]
sign-icon [32, 637, 40, 645]
s11-headline: ಮಿತ್ರಕೂಟ ರಾಜನೀತಿಗೆ ಎನ್‌ಡಿಎ ಮಾದರಿ [566, 1083, 690, 1113]
s14-headline: ರಾಷ್ಟ್ರಸಂಪನ್ನವಾದರೆ ಜನರ ಪ್ರಗತಿ [46, 1031, 182, 1046]
s1-photo-person [466, 164, 496, 298]
s3-headline: ಯೋಜನೆ ಜನರಿಗೆ ತಲುಪಲಿ [205, 398, 518, 438]
s3-photo-flag [494, 456, 504, 496]
